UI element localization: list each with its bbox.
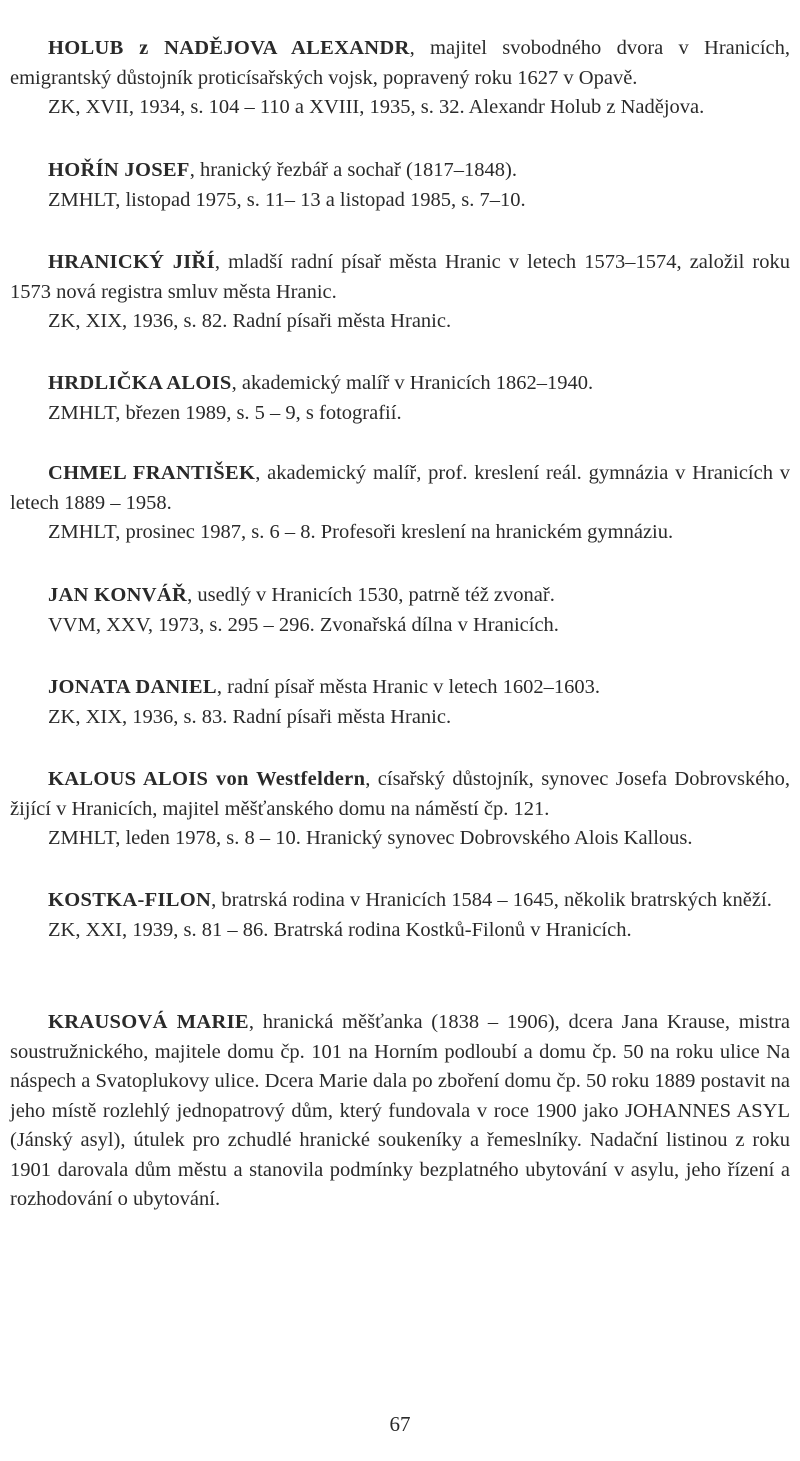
page-number: 67 [389, 1412, 411, 1436]
entry-name: KALOUS ALOIS von Westfeldern [48, 768, 366, 790]
entry-reference: ZK, XVII, 1934, s. 104 – 110 a XVIII, 1935, s. 32. Alexandr Holub z Nadějova. [48, 96, 705, 118]
entry-name: JAN KONVÁŘ [48, 584, 188, 606]
entry-text: , akademický malíř v Hranicích 1862–1940. [231, 372, 594, 394]
entry-text: , hranická měšťanka (1838 – 1906), dcera Jana Krause, mistra soustružnického, majitele domu čp. 101 na Horním podloubí a domu čp. 50 na roku ulice Na náspech a Svatoplukovy ulice. Dcera Marie dala po zboření domu čp. 50 roku 1889 postavit na jeho místě rozlehlý jednopatrový dům, který fundovala v roce 1900 jako JOHANNES ASYL (Jánský asyl), útulek pro zchudlé hranické soukeníky a řemeslníky. Nadační listinou z roku 1901 darovala dům městu a stanovila podmínky bezplatného ubytování v asylu, jeho řízení a rozhodování o ubytování. [10, 1011, 791, 1210]
entry-reference: ZK, XXI, 1939, s. 81 – 86. Bratrská rodina Kostků-Filonů v Hranicích. [48, 918, 632, 941]
entry-kostka [10, 886, 790, 945]
entry-horin [10, 156, 790, 215]
entry-reference: ZMHLT, listopad 1975, s. 11– 13 a listopad 1985, s. 7–10. [48, 188, 526, 211]
entry-jonata [10, 673, 790, 732]
entry-description [10, 34, 790, 93]
entry-chmel [10, 459, 790, 548]
entry-name: HOLUB z NADĚJOVA ALEXANDR [48, 37, 410, 59]
entry-text: , hranický řezbář a sochař (1817–1848). [189, 159, 518, 181]
entry-kalous [10, 765, 790, 854]
entry-krausova [10, 1008, 790, 1215]
entry-description [10, 581, 790, 611]
entry-konvar [10, 581, 790, 640]
entry-hranicky [10, 248, 790, 337]
entry-reference: ZMHLT, leden 1978, s. 8 – 10. Hranický synovec Dobrovského Alois Kallous. [48, 827, 693, 849]
entry-holub [10, 34, 790, 123]
entry-name: HRDLIČKA ALOIS [48, 372, 232, 394]
entry-reference: ZK, XIX, 1936, s. 82. Radní písaři města Hranic. [48, 310, 452, 332]
entry-name: HOŘÍN JOSEF [48, 159, 190, 181]
entry-description [10, 248, 790, 307]
entry-description [10, 459, 790, 518]
entry-name: JONATA DANIEL [48, 676, 217, 698]
entry-text: , radní písař města Hranic v letech 1602–1603. [216, 676, 600, 698]
entry-text: , akademický malíř, prof. kreslení reál. gymnázia v Hranicích v letech 1889 – 1958. [10, 462, 791, 514]
entry-name: CHMEL FRANTIŠEK [48, 462, 256, 484]
entry-description [10, 369, 790, 399]
entry-description [10, 765, 790, 824]
entry-description [10, 886, 790, 916]
entry-reference: ZMHLT, březen 1989, s. 5 – 9, s fotografií. [48, 401, 402, 424]
entry-name: KOSTKA-FILON [48, 889, 212, 911]
entry-text: , mladší radní písař města Hranic v letech 1573–1574, založil roku 1573 nová registra smluv města Hranic. [10, 251, 790, 303]
entry-reference: ZK, XIX, 1936, s. 83. Radní písaři města Hranic. [48, 705, 452, 728]
entry-text: , majitel svobodného dvora v Hranicích, emigrantský důstojník proticísařských vojsk, popravený roku 1627 v Opavě. [10, 37, 790, 89]
entry-text: , usedlý v Hranicích 1530, patrně též zvonař. [187, 584, 555, 606]
entry-description [10, 1008, 790, 1215]
entry-text: , císařský důstojník, synovec Josefa Dobrovského, žijící v Hranicích, majitel měšťanského domu na náměstí čp. 121. [10, 768, 790, 820]
entry-hrdlicka [10, 369, 790, 428]
entry-name: KRAUSOVÁ MARIE [48, 1011, 249, 1033]
entry-reference: VVM, XXV, 1973, s. 295 – 296. Zvonařská dílna v Hranicích. [48, 613, 559, 636]
entry-description [10, 156, 790, 186]
entry-description [10, 673, 790, 703]
entry-name: HRANICKÝ JIŘÍ [48, 251, 215, 273]
entry-reference: ZMHLT, prosinec 1987, s. 6 – 8. Profesoři kreslení na hranickém gymnáziu. [48, 521, 674, 543]
entry-text: , bratrská rodina v Hranicích 1584 – 1645, několik bratrských kněží. [211, 889, 772, 911]
